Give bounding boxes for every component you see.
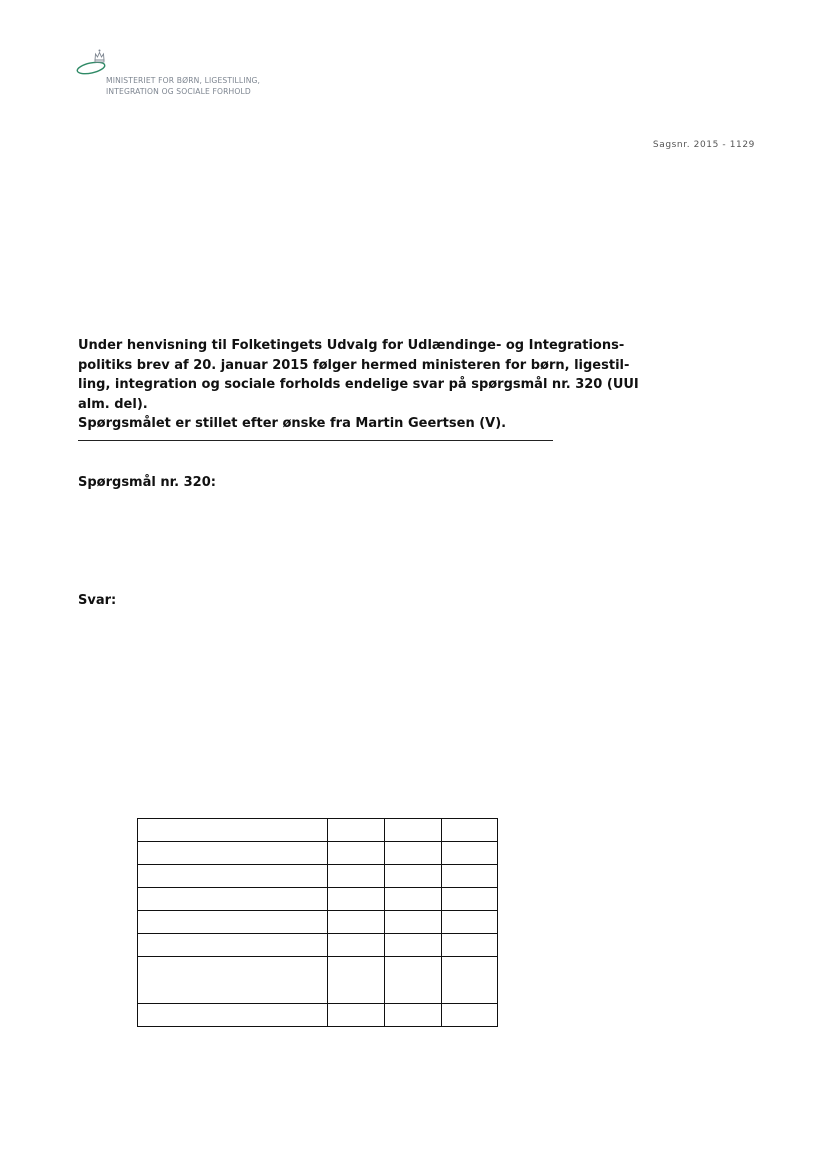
- case-number: Sagsnr. 2015 - 1129: [652, 140, 755, 150]
- table-cell: [138, 1004, 328, 1027]
- table-cell: [328, 1004, 385, 1027]
- crown-emblem-icon: [76, 46, 110, 80]
- table-cell: [385, 1004, 442, 1027]
- table-cell: [442, 911, 498, 934]
- logo-text-line-2: INTEGRATION OG SOCIALE FORHOLD: [106, 87, 251, 96]
- intro-line: Under henvisning til Folketingets Udvalg for Udlændinge- og Integrations-: [78, 338, 625, 353]
- table-cell: [442, 842, 498, 865]
- table-cell: [138, 888, 328, 911]
- table-cell: [138, 842, 328, 865]
- table-cell: [138, 911, 328, 934]
- logo-text-line-1: MINISTERIET FOR BØRN, LIGESTILLING,: [106, 76, 261, 85]
- table-cell: [442, 957, 498, 1004]
- table-cell: [442, 934, 498, 957]
- intro-line: politiks brev af 20. januar 2015 følger hermed ministeren for børn, ligestil-: [78, 357, 630, 373]
- table-row: [138, 934, 498, 957]
- table-cell: [328, 819, 385, 842]
- table-cell: [385, 957, 442, 1004]
- table-cell: [385, 934, 442, 957]
- table-cell: [328, 842, 385, 865]
- table-cell: [442, 865, 498, 888]
- table-cell: [442, 819, 498, 842]
- intro-line: Spørgsmålet er stillet efter ønske fra Martin Geertsen (V).: [78, 416, 507, 432]
- ministry-logo: [76, 46, 276, 100]
- table-cell: [328, 957, 385, 1004]
- table-row: [138, 865, 498, 888]
- answer-heading: Svar:: [78, 593, 117, 608]
- table-cell: [328, 865, 385, 888]
- table-row: [138, 957, 498, 1004]
- table-cell: [442, 888, 498, 911]
- table-cell: [442, 1004, 498, 1027]
- table-cell: [385, 888, 442, 911]
- intro-line: alm. del).: [78, 396, 148, 412]
- table-row: [138, 1004, 498, 1027]
- table-cell: [385, 819, 442, 842]
- table-cell: [328, 888, 385, 911]
- intro-paragraph: [78, 336, 639, 434]
- table-row: [138, 888, 498, 911]
- table-row: [138, 842, 498, 865]
- question-heading: Spørgsmål nr. 320:: [78, 475, 216, 490]
- table-row: [138, 819, 498, 842]
- table-cell: [328, 934, 385, 957]
- table-cell: [328, 911, 385, 934]
- answer-table: [137, 818, 498, 1027]
- table-cell: [385, 911, 442, 934]
- table-cell: [138, 934, 328, 957]
- intro-divider: [78, 440, 553, 441]
- table-cell: [385, 865, 442, 888]
- table-cell: [385, 842, 442, 865]
- table-cell: [138, 819, 328, 842]
- table-cell: [138, 957, 328, 1004]
- table-row: [138, 911, 498, 934]
- intro-line: ling, integration og sociale forholds endelige svar på spørgsmål nr. 320 (UUI: [78, 377, 639, 393]
- table-cell: [138, 865, 328, 888]
